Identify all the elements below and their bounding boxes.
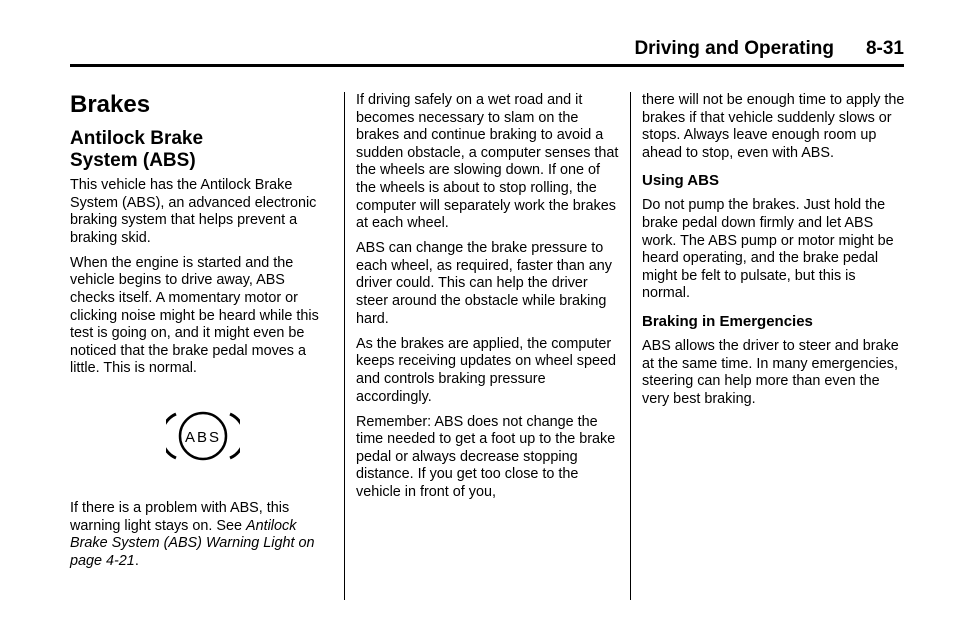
paragraph: If driving safely on a wet road and it becomes necessary to slam on the brakes and continue braking to avoid a sudden obstacle, a computer senses that the wheels are slowing down. If one of the wheels is about to stop rolling, the computer will separately work the brakes at each wheel. [356, 92, 619, 232]
column-1 [70, 92, 332, 578]
paragraph: ABS allows the driver to steer and brake at the same time. In many emergencies, steering can help more than even the very best braking. [642, 337, 899, 407]
paragraph: Do not pump the brakes. Just hold the brake pedal down firmly and let ABS work. The ABS pump or motor might be heard operating, and the brake pedal might be felt to pulsate, but this is normal. [642, 197, 894, 302]
paragraph: As the brakes are applied, the computer keeps receiving updates on wheel speed and controls braking pressure accordingly. [356, 335, 617, 405]
section-title: Brakes [70, 91, 151, 118]
header-text [634, 38, 904, 60]
paragraph: there will not be enough time to apply the brakes if that vehicle suddenly slows or stops. Always leave enough room up ahead to stop, even with ABS. [642, 92, 905, 161]
column-divider [344, 92, 345, 600]
subsection-title [70, 128, 332, 172]
header-rule [70, 64, 904, 67]
column-3 [642, 92, 906, 416]
paragraph-end: . [134, 552, 139, 569]
paragraph: When the engine is started and the vehicle begins to drive away, ABS checks itself. A momentary motor or clicking noise might be heard while this test is going on, and it might even be noticed that the brake pedal moves a little. This is normal. [70, 254, 319, 377]
paragraph [70, 500, 332, 570]
abs-warning-icon [166, 411, 240, 461]
page-header [70, 38, 904, 64]
page-number: 8-31 [865, 38, 904, 59]
abs-icon-text: ABS [184, 429, 222, 447]
chapter-title: Driving and Operating [634, 38, 834, 59]
subsection-title-line1: Antilock Brake [70, 128, 204, 149]
paragraph-text: If there is a problem with ABS, this warning light stays on. See [70, 500, 290, 534]
paragraph: ABS can change the brake pressure to each wheel, as required, faster than any driver could. This can help the driver steer around the obstacle while braking hard. [356, 240, 612, 327]
cross-reference-link[interactable]: Antilock Brake System (ABS) Warning Light on page 4-21 [70, 517, 315, 569]
column-2 [356, 92, 622, 509]
column-divider [630, 92, 631, 600]
heading-using-abs: Using ABS [642, 172, 719, 190]
heading-braking-in-emergencies: Braking in Emergencies [642, 312, 813, 330]
subsection-title-line2: System (ABS) [70, 150, 196, 171]
paragraph: Remember: ABS does not change the time needed to get a foot up to the brake pedal or always decrease stopping distance. If you get too close to the vehicle in front of you, [356, 413, 616, 500]
paragraph: This vehicle has the Antilock Brake System (ABS), an advanced electronic braking system that helps prevent a braking skid. [70, 177, 317, 246]
